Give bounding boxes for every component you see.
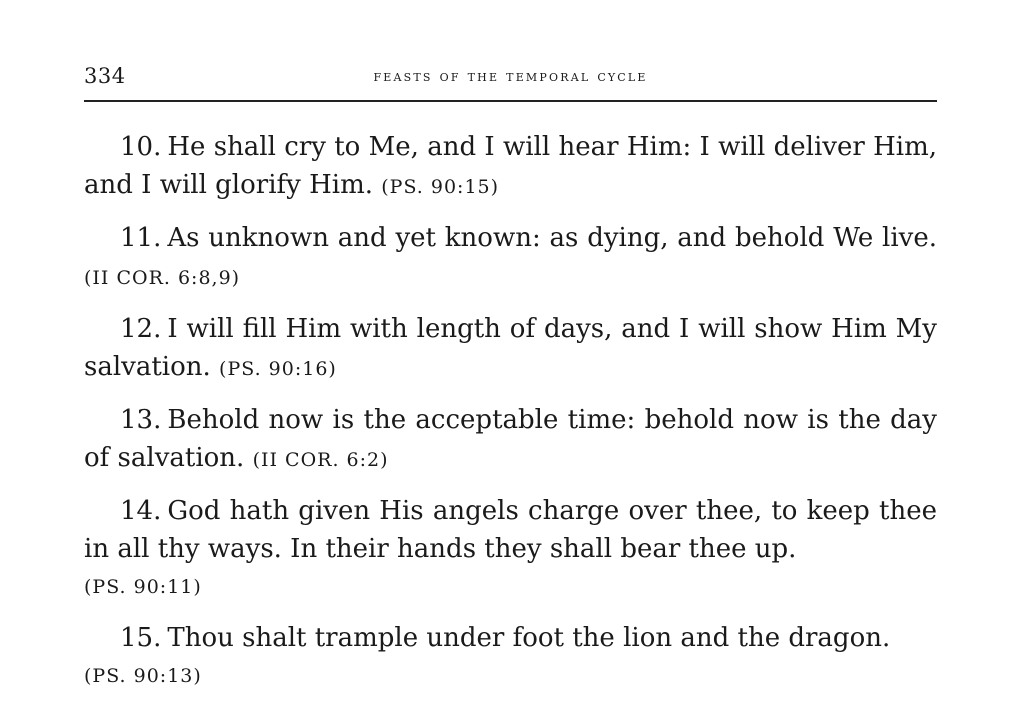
- verse-text: Thou shalt trample under foot the lion and the dragon.: [167, 623, 891, 653]
- scripture-reference: (PS. 90:11): [84, 576, 202, 598]
- verse-number: 11.: [120, 223, 162, 253]
- verse: [84, 128, 937, 206]
- verse-number: 10.: [120, 132, 162, 162]
- scripture-reference: (PS. 90:16): [219, 358, 337, 380]
- book-page: [84, 60, 937, 708]
- page-header: [84, 60, 937, 102]
- verse-text: As unknown and yet known: as dying, and behold We live.: [167, 223, 937, 253]
- verse-number: 15.: [120, 623, 162, 653]
- verse: [84, 219, 937, 297]
- verse-text: God hath given His angels charge over thee, to keep thee in all thy ways. In their hands they shall bear thee up.: [84, 496, 937, 564]
- page-number: 334: [84, 64, 126, 88]
- verse-list: [84, 128, 937, 695]
- running-title: feasts of the temporal cycle: [373, 67, 648, 85]
- scripture-reference: (PS. 90:13): [84, 665, 202, 687]
- verse: [84, 619, 937, 695]
- verse-text: Behold now is the acceptable time: behold now is the day of salvation.: [84, 405, 937, 473]
- verse: [84, 492, 937, 606]
- verse-number: 12.: [120, 314, 162, 344]
- scripture-reference: (II COR. 6:8,9): [84, 267, 241, 289]
- verse-number: 13.: [120, 405, 162, 435]
- verse-text: He shall cry to Me, and I will hear Him: I will deliver Him, and I will glorify Him.: [84, 132, 937, 200]
- verse-text: I will fill Him with length of days, and I will show Him My salvation.: [84, 314, 937, 382]
- verse: [84, 401, 937, 479]
- verse: [84, 310, 937, 388]
- scripture-reference: (II COR. 6:2): [252, 449, 389, 471]
- verse-number: 14.: [120, 496, 162, 526]
- scripture-reference: (PS. 90:15): [381, 176, 500, 198]
